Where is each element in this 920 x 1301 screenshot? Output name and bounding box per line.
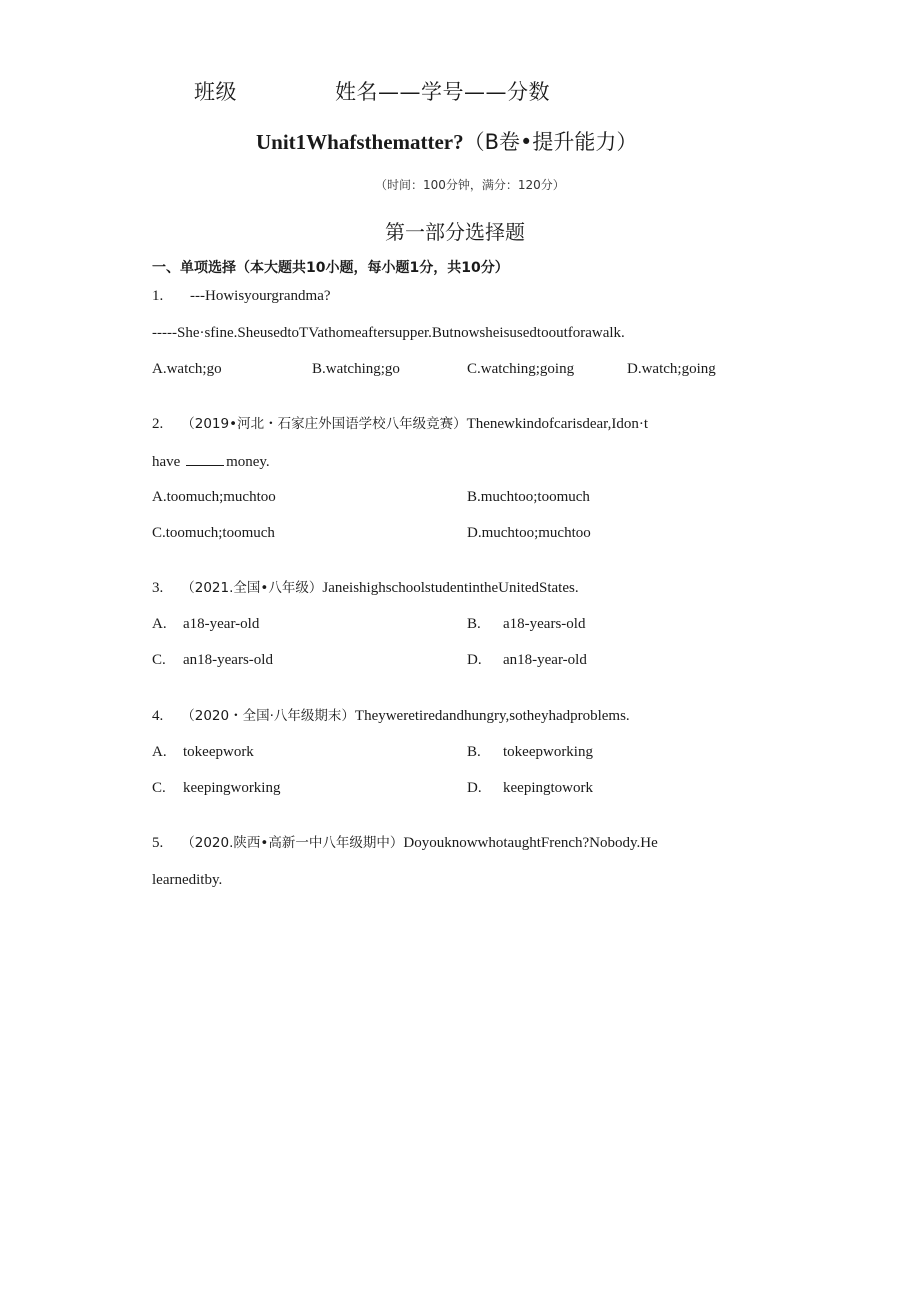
question-2-stem2-pre: have <box>152 454 181 470</box>
question-1-stem2: -----She·sfine.SheusedtoTVathomeaftersupper.Butnowsheisusedtooutforawalk. <box>152 325 625 341</box>
question-2-option-b[interactable]: B.muchtoo;toomuch <box>467 489 590 505</box>
question-4-option-a[interactable]: tokeepwork <box>183 744 254 760</box>
time-note: （时间：100分钟，满分：120分） <box>375 178 565 192</box>
question-2-line1 <box>152 412 648 433</box>
question-3-option-d-letter: D. <box>467 652 482 668</box>
score-label: 分数 <box>507 80 550 104</box>
answer-blank[interactable] <box>186 453 224 466</box>
unit-title: Unit1Whafsthematter? <box>256 130 464 154</box>
question-4-line1 <box>152 704 630 725</box>
question-4-option-d-letter: D. <box>467 780 482 796</box>
question-4-stem: Theyweretiredandhungry,sotheyhadproblems. <box>354 708 630 724</box>
question-3-option-c-letter: C. <box>152 652 166 668</box>
question-3-option-a-letter: A. <box>152 616 167 632</box>
question-3-option-b-letter: B. <box>467 616 481 632</box>
section-title: 一、单项选择（本大题共10小题，每小题1分，共10分） <box>152 260 509 276</box>
question-1-option-d[interactable]: D.watch;going <box>627 361 716 377</box>
question-5-num: 5. <box>152 835 164 851</box>
question-3-option-a[interactable]: a18-year-old <box>183 616 260 632</box>
paper-subtitle: （B卷•提升能力） <box>463 130 638 154</box>
question-4-option-b-letter: B. <box>467 744 481 760</box>
question-5-line1 <box>152 831 658 852</box>
question-3-option-d[interactable]: an18-year-old <box>503 652 587 668</box>
question-2-line2 <box>152 453 270 471</box>
question-2-option-d[interactable]: D.muchtoo;muchtoo <box>467 525 591 541</box>
question-4-option-b[interactable]: tokeepworking <box>503 744 593 760</box>
page-title <box>256 126 637 156</box>
question-1-num: 1. <box>152 288 164 304</box>
question-2-source: （2019•河北・石家庄外国语学校八年级竞赛） <box>181 416 467 432</box>
question-4-source: （2020・全国·八年级期末） <box>181 708 355 724</box>
question-1-option-a[interactable]: A.watch;go <box>152 361 222 377</box>
question-4-num: 4. <box>152 708 164 724</box>
question-3-line1 <box>152 576 579 597</box>
question-2-option-a[interactable]: A.toomuch;muchtoo <box>152 489 276 505</box>
part-title: 第一部分选择题 <box>385 220 525 244</box>
question-2-stem2-post: money. <box>226 454 270 470</box>
question-1-option-c[interactable]: C.watching;going <box>467 361 575 377</box>
question-3-option-c[interactable]: an18-years-old <box>183 652 273 668</box>
question-5-stem2: learneditby. <box>152 872 223 888</box>
question-5-stem: DoyouknowwhotaughtFrench?Nobody.He <box>403 835 658 851</box>
student-info-line <box>335 76 550 106</box>
name-label: 姓名 <box>335 80 378 104</box>
question-4-option-c[interactable]: keepingworking <box>183 780 281 796</box>
question-2-num: 2. <box>152 416 164 432</box>
question-3-option-b[interactable]: a18-years-old <box>503 616 586 632</box>
id-label: 学号 <box>421 80 464 104</box>
question-5-source: （2020.陕西•高新一中八年级期中） <box>181 835 404 851</box>
question-4-option-d[interactable]: keepingtowork <box>503 780 593 796</box>
question-4-option-a-letter: A. <box>152 744 167 760</box>
question-1-stem: ---Howisyourgrandma? <box>190 288 331 304</box>
question-3-stem: JaneishighschoolstudentintheUnitedStates. <box>322 580 579 596</box>
id-blank: —— <box>464 80 507 104</box>
question-1-option-b[interactable]: B.watching;go <box>312 361 400 377</box>
question-3-num: 3. <box>152 580 164 596</box>
question-3-source: （2021.全国•八年级） <box>181 580 323 596</box>
question-4-option-c-letter: C. <box>152 780 166 796</box>
name-blank: —— <box>378 80 421 104</box>
question-2-stem: Thenewkindofcarisdear,Idon·t <box>466 416 648 432</box>
class-label: 班级 <box>194 80 237 104</box>
question-2-option-c[interactable]: C.toomuch;toomuch <box>152 525 275 541</box>
